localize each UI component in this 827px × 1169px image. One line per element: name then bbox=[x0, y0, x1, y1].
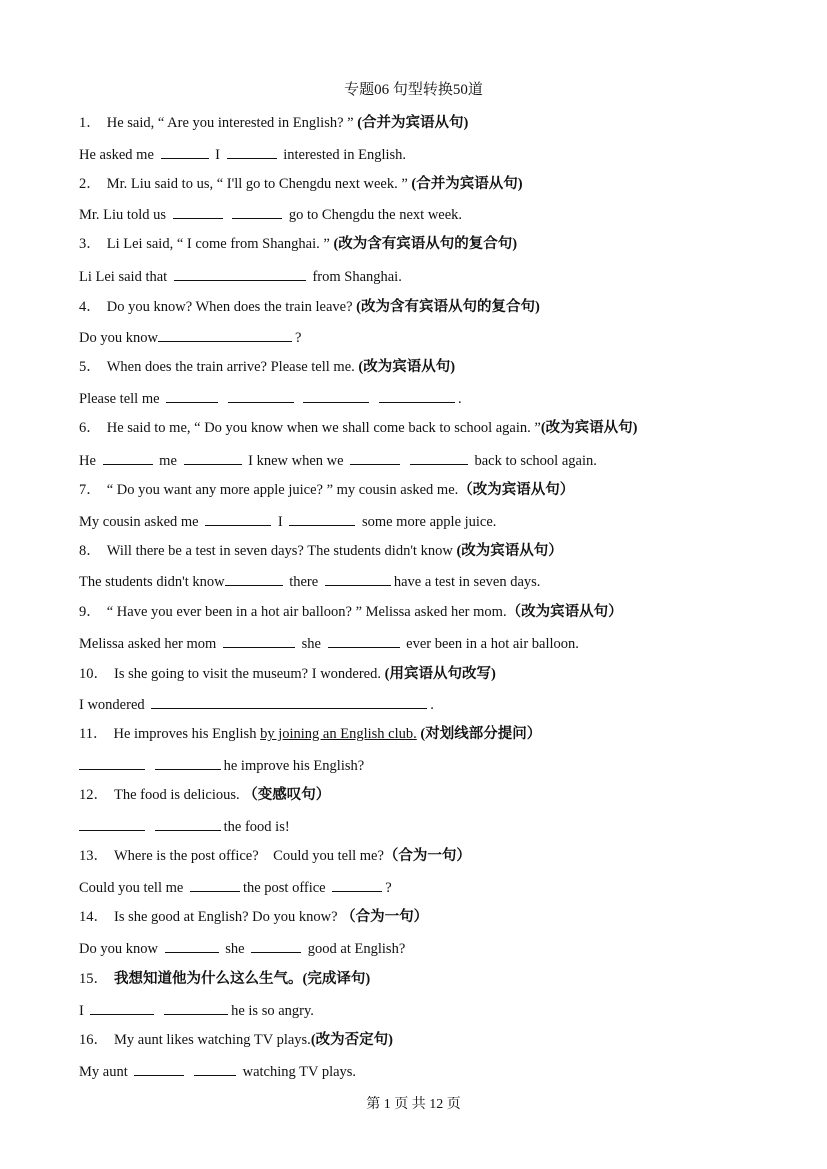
question-number: 11． bbox=[79, 726, 108, 742]
answer-7 bbox=[79, 511, 787, 532]
answer-blank[interactable] bbox=[173, 204, 223, 219]
answer-text: . bbox=[458, 391, 462, 407]
instruction-note: (改为宾语从句) bbox=[540, 420, 638, 436]
answer-16 bbox=[79, 1061, 787, 1082]
answer-blank[interactable] bbox=[379, 388, 455, 403]
question-number: 4． bbox=[79, 299, 101, 315]
answer-text: interested in English. bbox=[283, 147, 407, 163]
answer-text: My cousin asked me bbox=[79, 514, 199, 530]
instruction-note: (改为否定句) bbox=[310, 1032, 393, 1048]
answer-text: go to Chengdu the next week. bbox=[288, 207, 463, 223]
answer-blank[interactable] bbox=[190, 877, 240, 892]
answer-8 bbox=[79, 571, 787, 592]
instruction-note: (合并为宾语从句) bbox=[411, 176, 523, 192]
page-footer: 第 1 页 共 12 页 bbox=[366, 1097, 461, 1112]
question-16 bbox=[79, 1030, 787, 1050]
answer-text: Mr. Liu told us bbox=[79, 207, 167, 223]
answer-text: he is so angry. bbox=[231, 1003, 314, 1019]
question-number: 13． bbox=[79, 848, 108, 864]
answer-9 bbox=[79, 633, 787, 654]
question-11 bbox=[79, 724, 787, 744]
question-2 bbox=[79, 174, 787, 194]
answer-text: the post office bbox=[242, 880, 326, 896]
answer-blank[interactable] bbox=[225, 571, 283, 586]
answer-text: Melissa asked her mom bbox=[79, 636, 217, 652]
answer-blank[interactable] bbox=[303, 388, 369, 403]
answer-blank[interactable] bbox=[165, 938, 219, 953]
answer-blank[interactable] bbox=[227, 144, 277, 159]
answer-text: ? bbox=[385, 880, 392, 896]
instruction-note: （变感叹句） bbox=[243, 787, 331, 803]
answer-blank[interactable] bbox=[174, 266, 306, 281]
answer-blank[interactable] bbox=[232, 204, 282, 219]
answer-blank[interactable] bbox=[134, 1061, 184, 1076]
answer-blank[interactable] bbox=[155, 755, 221, 770]
answer-blank[interactable] bbox=[158, 327, 292, 342]
answer-blank[interactable] bbox=[164, 1000, 228, 1015]
answer-blank[interactable] bbox=[90, 1000, 154, 1015]
underlined-phrase: by joining an English club. bbox=[260, 726, 417, 742]
question-text: Mr. Liu said to us, “ I'll go to Chengdu next week. ” bbox=[106, 176, 408, 192]
answer-text: The students didn't know bbox=[79, 574, 225, 590]
question-number: 12． bbox=[79, 787, 108, 803]
question-10 bbox=[79, 664, 787, 684]
answer-text: He asked me bbox=[79, 147, 154, 163]
answer-blank[interactable] bbox=[79, 755, 145, 770]
question-number: 6． bbox=[79, 420, 101, 436]
answer-13 bbox=[79, 877, 787, 898]
instruction-note: (用宾语从句改写) bbox=[384, 666, 496, 682]
answer-blank[interactable] bbox=[289, 511, 355, 526]
answer-text: I bbox=[277, 514, 283, 530]
answer-text: Do you know bbox=[79, 330, 158, 346]
instruction-note: （合为一句） bbox=[383, 848, 471, 864]
answer-blank[interactable] bbox=[328, 633, 400, 648]
instruction-note: (改为宾语从句) bbox=[358, 359, 456, 375]
question-text: My aunt likes watching TV plays. bbox=[114, 1032, 311, 1048]
answer-2 bbox=[79, 204, 787, 225]
answer-blank[interactable] bbox=[350, 450, 400, 465]
answer-text: Please tell me bbox=[79, 391, 160, 407]
answer-text: I bbox=[215, 147, 220, 163]
answer-text: back to school again. bbox=[474, 453, 597, 469]
answer-text: the food is! bbox=[223, 819, 290, 835]
answer-1 bbox=[79, 144, 787, 165]
answer-14 bbox=[79, 938, 787, 959]
answer-4 bbox=[79, 327, 787, 348]
instruction-note: (完成译句) bbox=[302, 971, 371, 987]
answer-text: Could you tell me bbox=[79, 880, 184, 896]
question-text: “ Do you want any more apple juice? ” my cousin asked me. bbox=[106, 482, 459, 498]
question-text: Where is the post office? Could you tell me? bbox=[114, 848, 384, 864]
question-6 bbox=[79, 418, 787, 438]
question-7 bbox=[79, 480, 787, 500]
question-14 bbox=[79, 907, 787, 927]
question-8 bbox=[79, 541, 787, 561]
answer-blank[interactable] bbox=[194, 1061, 236, 1076]
answer-text: he improve his English? bbox=[223, 758, 365, 774]
answer-blank[interactable] bbox=[103, 450, 153, 465]
answer-text: I knew when we bbox=[248, 453, 344, 469]
instruction-note: （合为一句） bbox=[341, 909, 429, 925]
question-text: “ Have you ever been in a hot air balloon? ” Melissa asked her mom. bbox=[106, 604, 507, 620]
question-number: 8． bbox=[79, 543, 101, 559]
question-4 bbox=[79, 297, 787, 317]
answer-blank[interactable] bbox=[79, 816, 145, 831]
answer-6 bbox=[79, 450, 787, 471]
question-text: He said, “ Are you interested in English? ” bbox=[106, 115, 354, 131]
answer-12 bbox=[79, 816, 787, 837]
question-number: 2． bbox=[79, 176, 101, 192]
question-number: 14． bbox=[79, 909, 108, 925]
answer-5 bbox=[79, 388, 787, 409]
answer-text: He bbox=[79, 453, 96, 469]
question-text: Li Lei said, “ I come from Shanghai. ” bbox=[106, 236, 330, 252]
instruction-note: (改为宾语从句） bbox=[456, 543, 563, 559]
answer-blank[interactable] bbox=[155, 816, 221, 831]
answer-text: My aunt bbox=[79, 1064, 128, 1080]
answer-blank[interactable] bbox=[251, 938, 301, 953]
question-text: Is she going to visit the museum? I wondered. bbox=[114, 666, 381, 682]
question-text: He said to me, “ Do you know when we shall come back to school again. ” bbox=[106, 420, 541, 436]
instruction-note: (改为含有宾语从句的复合句) bbox=[333, 236, 518, 252]
question-13 bbox=[79, 846, 787, 866]
question-number: 16． bbox=[79, 1032, 108, 1048]
answer-text: there bbox=[289, 574, 319, 590]
question-text: He improves his English bbox=[113, 726, 257, 742]
answer-blank[interactable] bbox=[205, 511, 271, 526]
answer-3 bbox=[79, 266, 787, 287]
answer-text: good at English? bbox=[307, 941, 406, 957]
answer-15 bbox=[79, 1000, 787, 1021]
answer-blank[interactable] bbox=[151, 694, 427, 709]
question-number: 1． bbox=[79, 115, 101, 131]
answer-11 bbox=[79, 755, 787, 776]
answer-text: some more apple juice. bbox=[361, 514, 497, 530]
question-9 bbox=[79, 602, 787, 622]
instruction-note: (合并为宾语从句) bbox=[357, 115, 469, 131]
question-number: 3． bbox=[79, 236, 101, 252]
question-1 bbox=[79, 113, 787, 133]
answer-blank[interactable] bbox=[332, 877, 382, 892]
question-text: When does the train arrive? Please tell me. bbox=[106, 359, 355, 375]
question-number: 10． bbox=[79, 666, 108, 682]
answer-text: me bbox=[159, 453, 177, 469]
answer-10 bbox=[79, 694, 787, 715]
question-text: Is she good at English? Do you know? bbox=[114, 909, 338, 925]
instruction-note: (改为含有宾语从句的复合句) bbox=[356, 299, 540, 315]
question-number: 5． bbox=[79, 359, 101, 375]
answer-text: have a test in seven days. bbox=[393, 574, 541, 590]
answer-text: Li Lei said that bbox=[79, 269, 168, 285]
answer-blank[interactable] bbox=[184, 450, 242, 465]
question-number: 15． bbox=[79, 971, 108, 987]
question-text: 我想知道他为什么这么生气。 bbox=[114, 971, 303, 987]
question-5 bbox=[79, 357, 787, 377]
question-12 bbox=[79, 785, 787, 805]
question-text: Will there be a test in seven days? The students didn't know bbox=[106, 543, 453, 559]
question-text: Do you know? When does the train leave? bbox=[106, 299, 353, 315]
instruction-note: （改为宾语从句） bbox=[506, 604, 623, 620]
answer-text: . bbox=[430, 697, 434, 713]
question-15 bbox=[79, 969, 787, 989]
answer-text: Do you know bbox=[79, 941, 158, 957]
answer-text: she bbox=[301, 636, 321, 652]
question-number: 9． bbox=[79, 604, 101, 620]
answer-text: ? bbox=[294, 330, 302, 346]
question-text: The food is delicious. bbox=[114, 787, 240, 803]
answer-text: watching TV plays. bbox=[242, 1064, 357, 1080]
instruction-note: （改为宾语从句） bbox=[458, 482, 575, 498]
answer-text: I bbox=[79, 1003, 84, 1019]
answer-text: from Shanghai. bbox=[312, 269, 402, 285]
question-number: 7． bbox=[79, 482, 101, 498]
page-title: 专题06 句型转换50道 bbox=[344, 82, 483, 98]
answer-blank[interactable] bbox=[166, 388, 218, 403]
answer-text: I wondered bbox=[79, 697, 145, 713]
answer-blank[interactable] bbox=[410, 450, 468, 465]
answer-blank[interactable] bbox=[325, 571, 391, 586]
answer-blank[interactable] bbox=[161, 144, 209, 159]
answer-text: she bbox=[225, 941, 245, 957]
answer-blank[interactable] bbox=[228, 388, 294, 403]
instruction-note: (对划线部分提问） bbox=[420, 726, 542, 742]
question-3 bbox=[79, 234, 787, 254]
answer-blank[interactable] bbox=[223, 633, 295, 648]
answer-text: ever been in a hot air balloon. bbox=[406, 636, 579, 652]
